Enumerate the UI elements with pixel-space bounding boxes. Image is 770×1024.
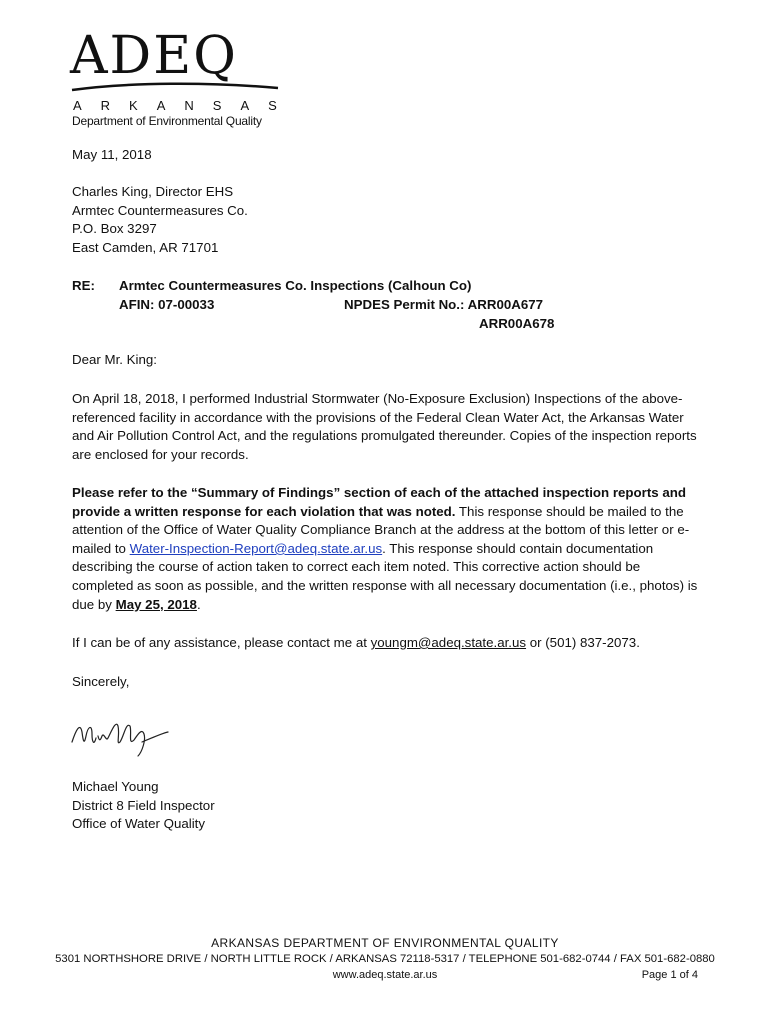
handwritten-signature-icon bbox=[68, 712, 178, 760]
closing: Sincerely, bbox=[72, 674, 130, 689]
signer-title: District 8 Field Inspector bbox=[72, 797, 215, 813]
adeq-logo: ADEQ bbox=[70, 26, 238, 86]
salutation: Dear Mr. King: bbox=[72, 352, 157, 367]
recipient-line: East Camden, AR 71701 bbox=[72, 239, 219, 255]
inspection-report-email-link[interactable]: Water-Inspection-Report@adeq.state.ar.us bbox=[129, 540, 383, 556]
logo-department: Department of Environmental Quality bbox=[72, 114, 262, 128]
recipient-line: P.O. Box 3297 bbox=[72, 221, 157, 237]
re-label: RE: bbox=[72, 278, 95, 293]
paragraph-response-request bbox=[72, 484, 702, 614]
recipient-address bbox=[72, 183, 248, 257]
re-permit-second: ARR00A678 bbox=[479, 316, 555, 331]
letter-date: May 11, 2018 bbox=[72, 147, 152, 162]
footer-address: 5301 NORTHSHORE DRIVE / NORTH LITTLE ROCK / ARKANSAS 72118-5317 / TELEPHONE 501-682-0744 / FAX 501-682-0880 bbox=[55, 953, 715, 965]
footer-website: www.adeq.state.ar.us bbox=[332, 969, 438, 981]
paragraph-text: or (501) 837-2073. bbox=[526, 635, 640, 650]
paragraph-text: If I can be of any assistance, please contact me at bbox=[72, 635, 371, 650]
paragraph-inspection: On April 18, 2018, I performed Industrial Stormwater (No-Exposure Exclusion) Inspections of the above-referenced facility in accordance with the provisions of the Federal Clean Water Act, the Arkansas Water and Air Pollution Control Act, and the regulations promulgated thereunder. Copies of the inspection reports are enclosed for your records. bbox=[72, 391, 697, 462]
signer-name: Michael Young bbox=[72, 779, 159, 794]
re-afin: AFIN: 07-00033 bbox=[119, 297, 215, 312]
page-number: Page 1 of 4 bbox=[641, 969, 698, 981]
paragraph-contact bbox=[72, 634, 702, 653]
re-subject: Armtec Countermeasures Co. Inspections (Calhoun Co) bbox=[119, 278, 472, 293]
logo-swoosh-icon bbox=[70, 80, 280, 94]
logo-state: ARKANSAS bbox=[73, 98, 296, 113]
paragraph-text: This response should be mailed to the attention of the Office of Water Quality Compliance Branch at the address at the bottom of this letter or e-mailed to bbox=[72, 503, 690, 556]
recipient-line: Charles King, Director EHS bbox=[72, 184, 234, 199]
signer-office: Office of Water Quality bbox=[72, 816, 206, 832]
paragraph-text: . This response should contain documentation describing the course of action taken to correct each item noted. This corrective action should be completed as soon as possible, and the written response with all necessary documentation (i.e., photos) is due by bbox=[72, 540, 698, 612]
re-npdes-permit: NPDES Permit No.: ARR00A677 bbox=[344, 297, 544, 312]
inspector-email-link[interactable]: youngm@adeq.state.ar.us bbox=[370, 635, 527, 650]
paragraph-text: . bbox=[196, 596, 201, 612]
due-date: May 25, 2018 bbox=[115, 596, 197, 612]
paragraph-bold-instruction: Please refer to the “Summary of Findings” section of each of the attached inspection reports and provide a written response for each violation that was noted. bbox=[72, 485, 686, 519]
signer-block bbox=[72, 778, 215, 834]
recipient-line: Armtec Countermeasures Co. bbox=[72, 202, 248, 218]
footer-title: ARKANSAS DEPARTMENT OF ENVIRONMENTAL QUALITY bbox=[211, 936, 559, 950]
